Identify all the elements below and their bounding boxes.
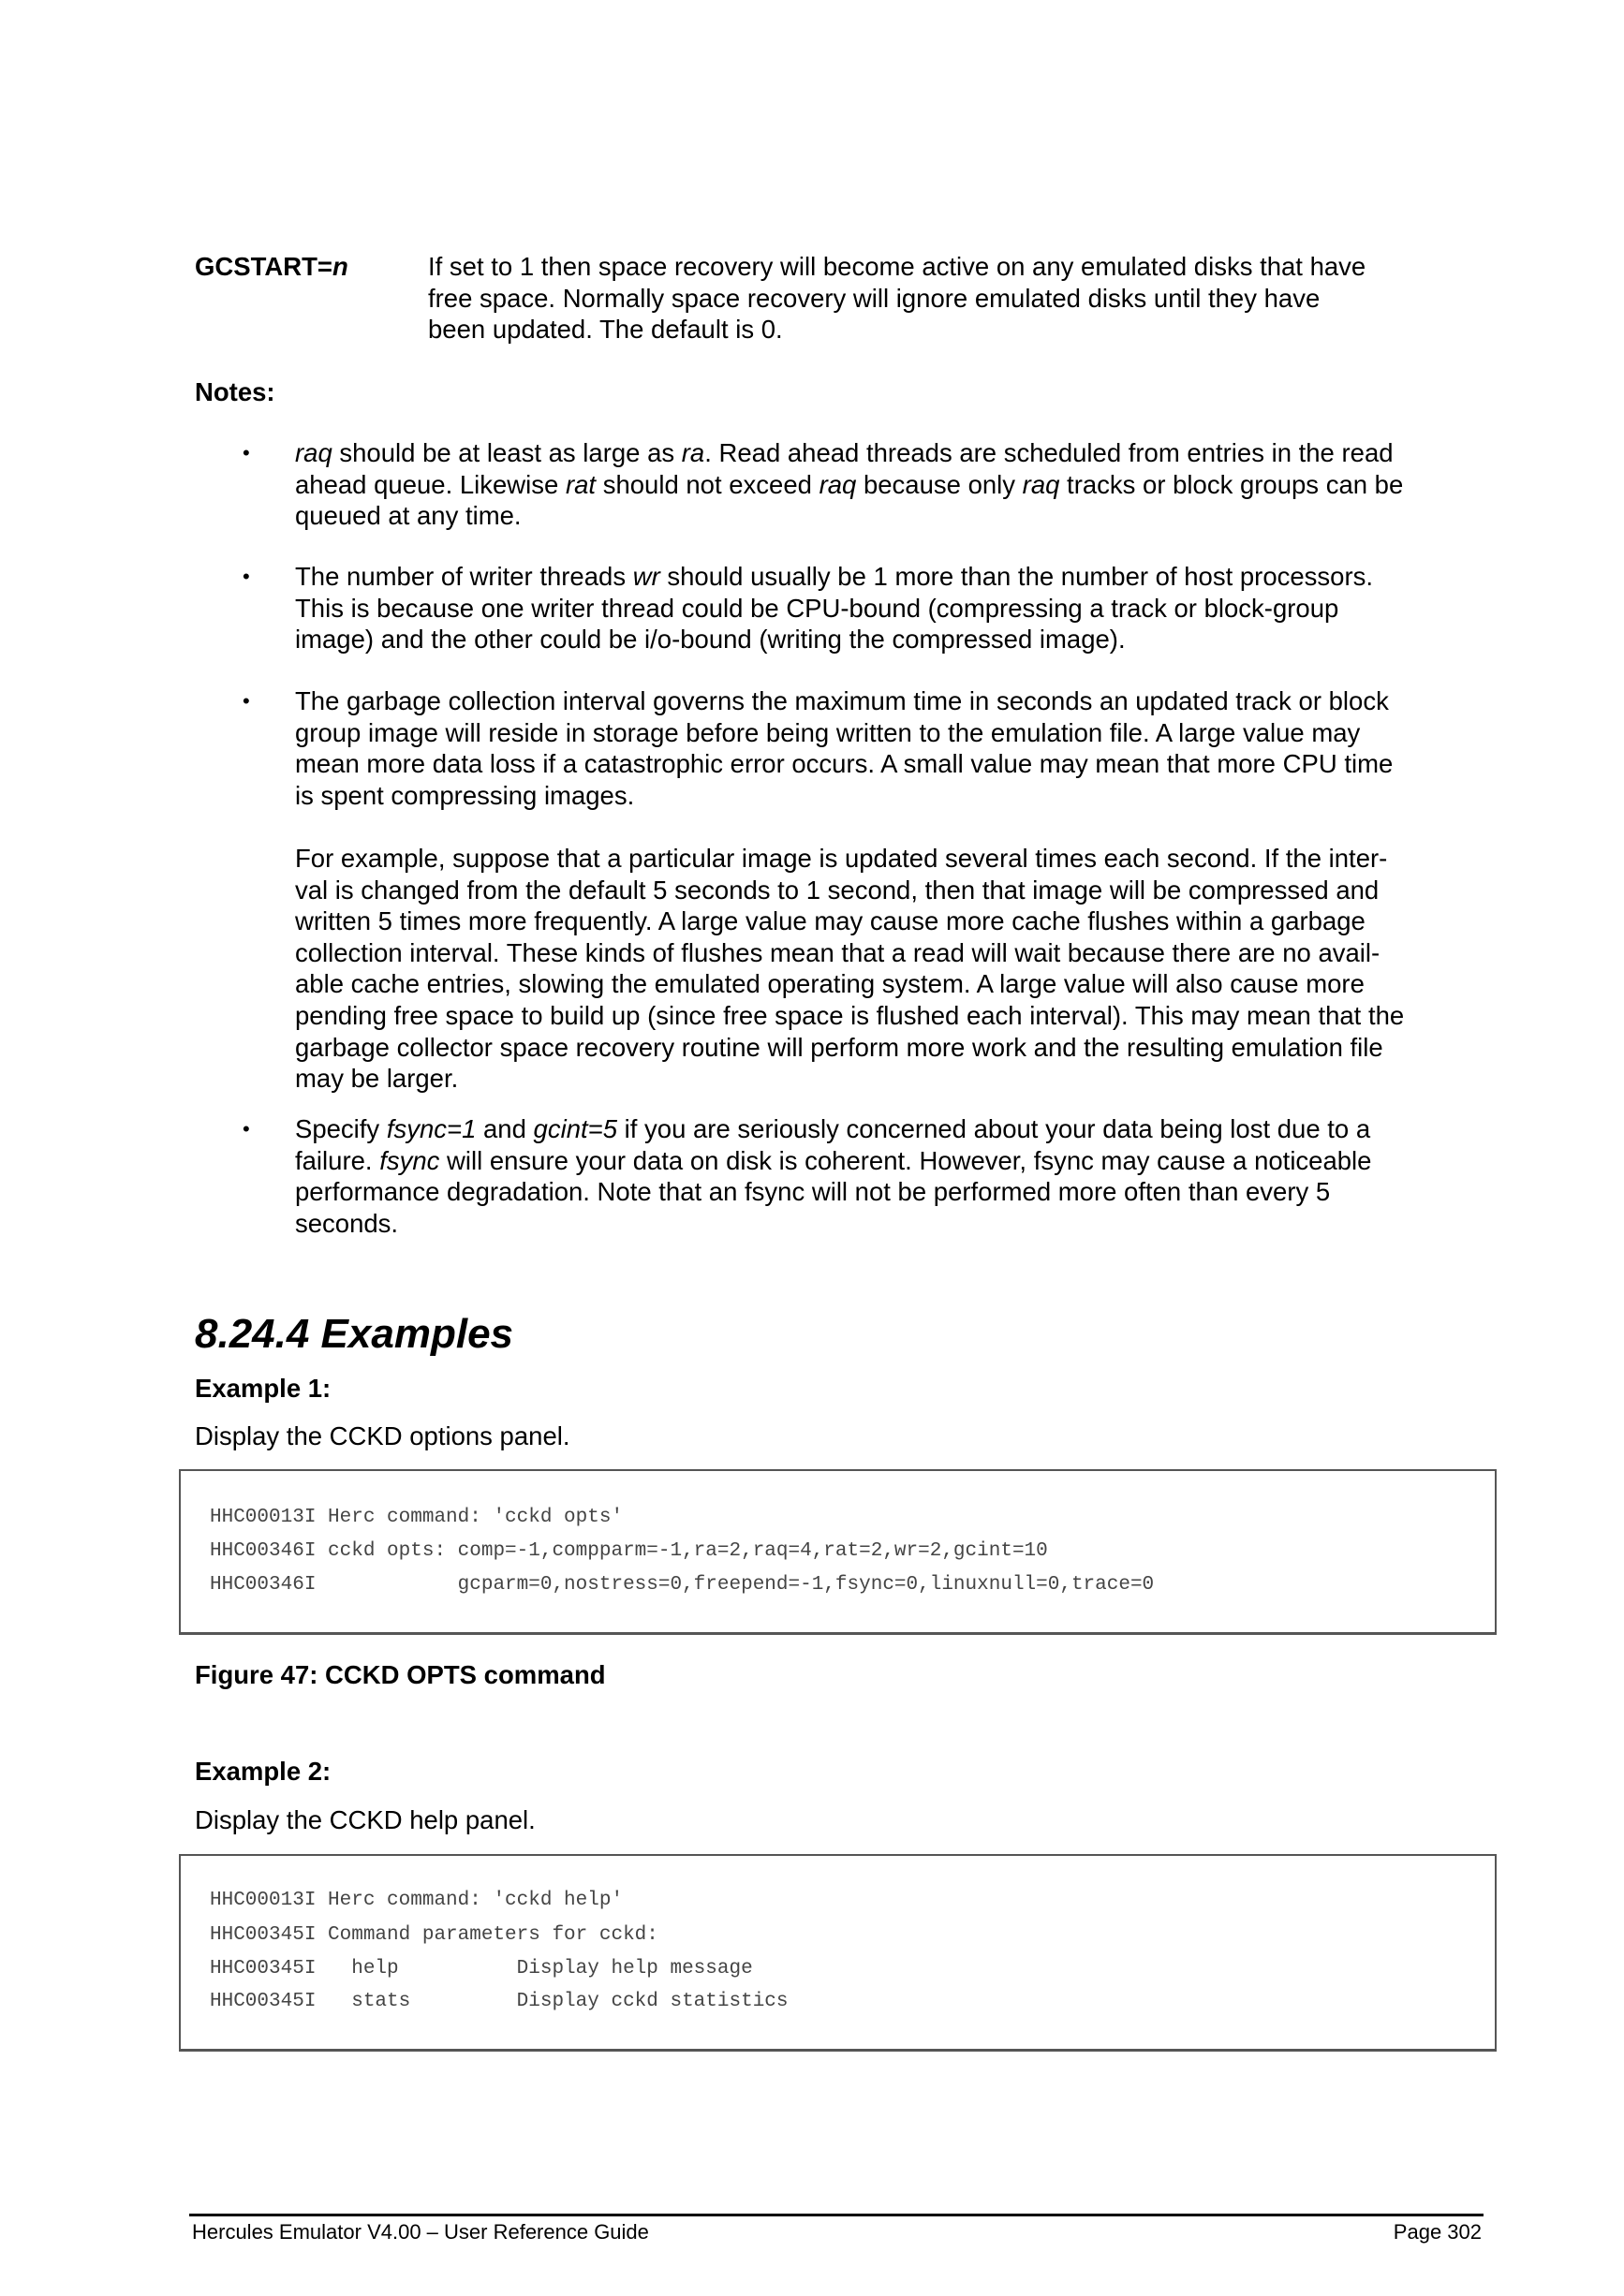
note-line xyxy=(295,500,1403,532)
text-run: should not exceed xyxy=(596,469,819,499)
definition-line: free space. Normally space recovery will ignore emulated disks until they have xyxy=(428,283,1321,313)
bullet-icon: • xyxy=(243,565,250,588)
note-continuation xyxy=(295,843,1404,1095)
note-line xyxy=(295,561,1373,593)
code-line: HHC00345I stats Display cckd statistics xyxy=(210,1991,789,2012)
text-run: is spent compressing images. xyxy=(295,780,635,810)
note-line xyxy=(295,469,1403,501)
text-run: seconds. xyxy=(295,1208,399,1238)
footer-page-number: Page 302 xyxy=(1393,2220,1482,2244)
section-heading: 8.24.4 Examples xyxy=(195,1311,514,1357)
text-run: queued at any time. xyxy=(295,501,522,531)
text-run: performance degradation. Note that an fsync will not be performed more often than every 5 xyxy=(295,1177,1331,1207)
text-run: . Read ahead threads are scheduled from entries in the read xyxy=(704,438,1394,467)
definition-term-var: n xyxy=(332,252,348,281)
footer-title: Hercules Emulator V4.00 – User Reference Guide xyxy=(192,2220,649,2244)
code-line: HHC00013I Herc command: 'cckd help' xyxy=(210,1890,624,1911)
note-line xyxy=(295,1176,1371,1208)
code-line: HHC00345I Command parameters for cckd: xyxy=(210,1924,658,1946)
text-run: if you are seriously concerned about your data being lost due to a xyxy=(617,1114,1371,1143)
example-2-label: Example 2: xyxy=(195,1757,332,1786)
text-run: The number of writer threads xyxy=(295,562,633,591)
text-run: The garbage collection interval governs the maximum time in seconds an updated track or block xyxy=(295,686,1389,715)
text-run: because only xyxy=(856,469,1023,499)
example-1-label: Example 1: xyxy=(195,1374,332,1403)
parameter-name: fsync xyxy=(379,1145,440,1175)
text-run: tracks or block groups can be xyxy=(1059,469,1404,499)
note-line: may be larger. xyxy=(295,1064,459,1094)
parameter-name: wr xyxy=(632,562,660,591)
note-line: collection interval. These kinds of flushes mean that a read will wait because there are no avail- xyxy=(295,937,1380,967)
text-run: will ensure your data on disk is coherent. However, fsync may cause a noticeable xyxy=(439,1145,1372,1175)
note-line: written 5 times more frequently. A large value may cause more cache flushes within a garbage xyxy=(295,906,1366,936)
parameter-name: gcint=5 xyxy=(533,1114,617,1143)
text-run: image) and the other could be i/o-bound (writing the compressed image). xyxy=(295,625,1126,655)
notes-label: Notes: xyxy=(195,377,275,406)
note-line xyxy=(295,624,1373,655)
parameter-name: raq xyxy=(819,469,857,499)
example-2-description: Display the CCKD help panel. xyxy=(195,1805,536,1834)
note-item xyxy=(295,1113,1371,1239)
text-run: mean more data loss if a catastrophic error occurs. A small value may mean that more CPU time xyxy=(295,749,1394,779)
note-line: able cache entries, slowing the emulated operating system. A large value will also cause more xyxy=(295,969,1365,999)
note-line: pending free space to build up (since free space is flushed each interval). This may mean that the xyxy=(295,1000,1405,1030)
note-line: For example, suppose that a particular image is updated several times each second. If the inter- xyxy=(295,844,1388,873)
example-2-code-box xyxy=(179,1854,1497,2052)
note-item xyxy=(295,437,1403,532)
parameter-name: raq xyxy=(295,438,332,467)
note-line xyxy=(295,593,1373,625)
code-line: HHC00346I gcparm=0,nostress=0,freepend=-1,fsync=0,linuxnull=0,trace=0 xyxy=(210,1574,1155,1596)
note-line xyxy=(295,685,1393,717)
text-run: Specify xyxy=(295,1114,387,1143)
note-line: val is changed from the default 5 seconds to 1 second, then that image will be compressed and xyxy=(295,875,1380,905)
note-line xyxy=(295,1145,1371,1177)
code-line: HHC00346I cckd opts: comp=-1,compparm=-1,ra=2,raq=4,rat=2,wr=2,gcint=10 xyxy=(210,1540,1048,1562)
parameter-name: ra xyxy=(681,438,705,467)
bullet-icon: • xyxy=(243,1117,250,1141)
text-run: and xyxy=(476,1114,534,1143)
figure-caption: Figure 47: CCKD OPTS command xyxy=(195,1660,606,1689)
text-run: ahead queue. Likewise xyxy=(295,469,566,499)
definition-description xyxy=(428,251,1366,346)
note-item xyxy=(295,561,1373,655)
definition-term xyxy=(195,251,348,283)
footer-rule xyxy=(189,2214,1484,2216)
code-line: HHC00013I Herc command: 'cckd opts' xyxy=(210,1507,624,1528)
note-line xyxy=(295,1208,1371,1240)
bullet-icon: • xyxy=(243,441,250,464)
text-run: should usually be 1 more than the number of host processors. xyxy=(659,562,1374,591)
note-line xyxy=(295,748,1393,780)
text-run: group image will reside in storage before being written to the emulation file. A large value may xyxy=(295,717,1361,747)
definition-term-prefix: GCSTART= xyxy=(195,252,332,281)
bullet-icon: • xyxy=(243,689,250,713)
note-item xyxy=(295,685,1393,811)
text-run: failure. xyxy=(295,1145,380,1175)
definition-line: If set to 1 then space recovery will become active on any emulated disks that have xyxy=(428,252,1366,281)
parameter-name: rat xyxy=(565,469,597,499)
note-line xyxy=(295,717,1393,749)
note-line xyxy=(295,780,1393,812)
text-run: should be at least as large as xyxy=(332,438,682,467)
note-line xyxy=(295,1113,1371,1145)
note-line: garbage collector space recovery routine will perform more work and the resulting emulation file xyxy=(295,1032,1383,1062)
example-1-description: Display the CCKD options panel. xyxy=(195,1421,570,1450)
code-line: HHC00345I help Display help message xyxy=(210,1958,753,1980)
parameter-name: fsync=1 xyxy=(386,1114,477,1143)
definition-line: been updated. The default is 0. xyxy=(428,315,783,345)
parameter-name: raq xyxy=(1022,469,1060,499)
text-run: This is because one writer thread could be CPU-bound (compressing a track or block-group xyxy=(295,593,1339,623)
note-line xyxy=(295,437,1403,469)
